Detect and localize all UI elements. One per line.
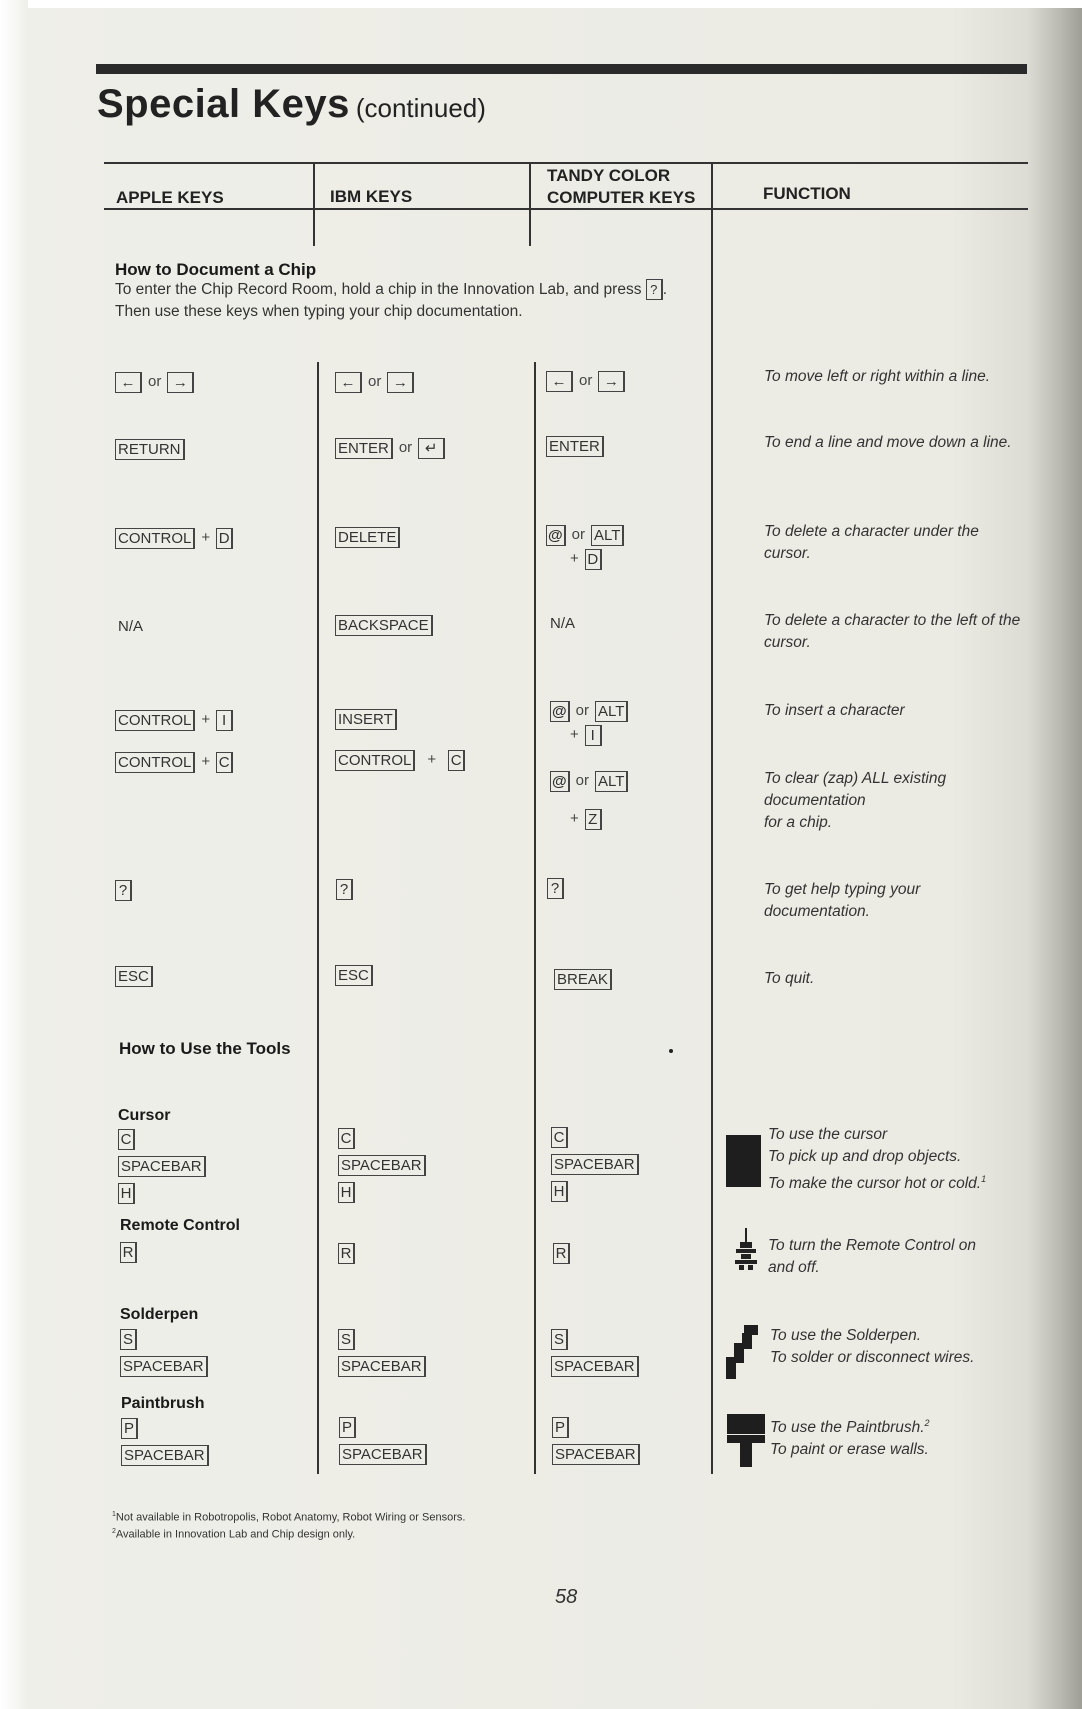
function-clear-line3: for a chip. [764, 814, 833, 831]
break-key: BREAK [554, 969, 612, 990]
at-key: @ [546, 525, 566, 546]
header-function: FUNCTION [763, 184, 851, 203]
apple-clear-keys [115, 751, 233, 773]
return-key: RETURN [115, 439, 185, 460]
or-text: or [368, 373, 382, 391]
h-key: H [338, 1182, 355, 1203]
table-top-rule [104, 162, 1028, 164]
i-key: I [585, 725, 602, 746]
right-arrow-key: → [598, 371, 625, 392]
footnote-1-mark: 1 [112, 1511, 116, 1518]
intro-text-1: To enter the Chip Record Room, hold a chip in the Innovation Lab, and press [115, 281, 642, 298]
apple-insert-keys [115, 709, 233, 731]
function-remote-line2: and off. [768, 1259, 820, 1276]
footnote-2-text: Available in Innovation Lab and Chip design only. [115, 1528, 356, 1541]
tandy-arrow-keys [546, 370, 625, 392]
p-key: P [121, 1418, 138, 1439]
apple-help-key-cell [115, 879, 132, 901]
function-paintbrush-line1-text: To use the Paintbrush. [770, 1419, 925, 1437]
function-solderpen-line1: To use the Solderpen. [770, 1327, 922, 1344]
left-arrow-key: ← [546, 371, 573, 392]
esc-key: ESC [335, 965, 373, 986]
tools-section-title: How to Use the Tools [119, 1039, 291, 1058]
document-section-title: How to Document a Chip [115, 260, 317, 279]
h-key: H [118, 1183, 135, 1204]
cursor-icon [726, 1135, 761, 1187]
footnote-ref-2: 2 [924, 1418, 930, 1428]
apple-na: N/A [118, 618, 144, 635]
function-paintbrush [770, 1412, 1030, 1461]
function-solderpen [770, 1325, 1030, 1369]
title-rule [96, 64, 1027, 74]
apple-paintbrush-keys [121, 1417, 209, 1471]
r-key: R [338, 1243, 355, 1264]
function-clear [764, 768, 1022, 834]
r-key: R [120, 1242, 137, 1263]
d-key: D [585, 549, 602, 570]
r-key: R [553, 1243, 570, 1264]
ibm-backspace-key-cell [335, 614, 433, 636]
tandy-na: N/A [550, 615, 576, 632]
column-divider-1 [317, 362, 319, 1474]
spacebar-key: SPACEBAR [120, 1356, 208, 1377]
header-apple-keys: APPLE KEYS [116, 188, 224, 207]
function-quit: To quit. [764, 970, 815, 987]
or-text: or [579, 372, 593, 390]
c-key: C [118, 1129, 135, 1150]
footnote-ref-1: 1 [981, 1174, 987, 1184]
page-number: 58 [555, 1586, 578, 1608]
spacebar-key: SPACEBAR [121, 1445, 209, 1466]
tandy-clear-keys [550, 770, 628, 830]
plus-text: + [570, 726, 579, 744]
ibm-arrow-keys [335, 371, 414, 393]
h-key: H [551, 1181, 568, 1202]
function-delete-left: To delete a character to the left of the cursor. [764, 612, 1021, 651]
tandy-paintbrush-keys [552, 1416, 640, 1470]
insert-key: INSERT [335, 709, 397, 730]
ibm-enter-key-cell [335, 437, 445, 459]
d-key: D [216, 528, 233, 549]
right-arrow-key: → [167, 372, 194, 393]
function-cursor-line1: To use the cursor [768, 1126, 888, 1143]
function-move: To move left or right within a line. [764, 368, 991, 385]
enter-key: ENTER [546, 436, 604, 457]
or-text: or [575, 772, 589, 790]
remote-control-icon [733, 1228, 759, 1286]
alt-key: ALT [595, 771, 628, 792]
function-remote [768, 1235, 1028, 1279]
tandy-cursor-keys [551, 1126, 639, 1207]
page-edge-top [0, 0, 1082, 8]
footnote-2 [112, 1528, 355, 1541]
control-key: CONTROL [335, 750, 415, 771]
tandy-solderpen-keys [551, 1328, 639, 1382]
function-cursor [768, 1124, 1068, 1195]
stray-dot [669, 1049, 673, 1053]
plus-text: + [201, 529, 211, 547]
spacebar-key: SPACEBAR [339, 1444, 427, 1465]
ibm-insert-key-cell [335, 708, 397, 730]
solderpen-icon [724, 1325, 764, 1381]
p-key: P [552, 1417, 569, 1438]
c-key: C [448, 750, 465, 771]
function-cursor-line2: To pick up and drop objects. [768, 1148, 962, 1165]
c-key: C [551, 1127, 568, 1148]
or-text: or [571, 526, 585, 544]
column-divider-3 [711, 162, 713, 1474]
function-clear-line2: documentation [764, 792, 866, 809]
footnote-2-mark: 2 [112, 1528, 116, 1535]
ibm-delete-key-cell [335, 526, 400, 548]
function-cursor-line3-text: To make the cursor hot or cold. [768, 1175, 982, 1193]
apple-esc-key-cell [115, 965, 153, 987]
s-key: S [120, 1329, 137, 1350]
question-key: ? [115, 880, 132, 901]
column-divider-2 [534, 362, 536, 1474]
at-key: @ [550, 771, 570, 792]
page-title-main: Special Keys [97, 82, 350, 126]
or-text: or [398, 439, 413, 457]
function-paintbrush-line2: To paint or erase walls. [770, 1441, 929, 1459]
control-key: CONTROL [115, 710, 195, 731]
tandy-enter-key-cell [546, 435, 604, 457]
column-divider-1-top [313, 162, 315, 246]
plus-text: + [201, 753, 211, 771]
page-edge-left [0, 0, 28, 1709]
alt-key: ALT [591, 525, 624, 546]
function-delete-under: To delete a character under the cursor. [764, 523, 979, 562]
ibm-esc-key-cell [335, 964, 373, 986]
ibm-paintbrush-keys [339, 1416, 427, 1470]
plus-text: + [427, 751, 437, 769]
function-cursor-line3 [768, 1168, 1068, 1195]
header-tandy-line2: COMPUTER KEYS [547, 188, 696, 207]
c-key: C [338, 1128, 355, 1149]
apple-remote-key-cell [120, 1241, 137, 1263]
alt-key: ALT [595, 701, 628, 722]
header-tandy-line1: TANDY COLOR [547, 166, 671, 185]
paintbrush-icon [727, 1414, 767, 1470]
paintbrush-label: Paintbrush [121, 1395, 205, 1412]
ibm-remote-key-cell [338, 1242, 355, 1264]
z-key: Z [585, 809, 602, 830]
ibm-clear-keys [335, 749, 465, 771]
apple-solderpen-keys [120, 1328, 208, 1382]
function-help: To get help typing your documentation. [764, 881, 921, 920]
spacebar-key: SPACEBAR [338, 1356, 426, 1377]
question-key: ? [547, 878, 564, 899]
intro-text-2: . Then use these keys when typing your chip documentation. [115, 281, 668, 320]
column-divider-2-top [529, 162, 531, 246]
function-insert: To insert a character [764, 702, 905, 719]
tandy-break-key-cell [554, 968, 612, 990]
spacebar-key: SPACEBAR [551, 1154, 639, 1175]
page-title-sub: (continued) [355, 93, 486, 123]
cursor-label: Cursor [118, 1107, 171, 1124]
ibm-solderpen-keys [338, 1328, 426, 1382]
or-text: or [148, 373, 162, 391]
s-key: S [551, 1329, 568, 1350]
tandy-help-key-cell [547, 877, 564, 899]
apple-delete-keys [115, 527, 233, 549]
backspace-key: BACKSPACE [335, 615, 433, 636]
footnote-1 [112, 1511, 465, 1524]
solderpen-label: Solderpen [120, 1306, 199, 1323]
ibm-help-key-cell [336, 878, 353, 900]
spacebar-key: SPACEBAR [551, 1356, 639, 1377]
plus-text: + [570, 550, 579, 568]
apple-return-key-cell [115, 438, 185, 460]
question-key: ? [336, 879, 353, 900]
function-solderpen-line2: To solder or disconnect wires. [770, 1349, 975, 1366]
spacebar-key: SPACEBAR [552, 1444, 640, 1465]
function-paintbrush-line1 [770, 1412, 1030, 1439]
apple-arrow-keys [115, 371, 194, 393]
tandy-remote-key-cell [553, 1242, 570, 1264]
control-key: CONTROL [115, 752, 195, 773]
function-remote-line1: To turn the Remote Control on [768, 1237, 976, 1254]
p-key: P [339, 1417, 356, 1438]
delete-key: DELETE [335, 527, 400, 548]
intro-question-key: ? [646, 279, 663, 300]
footnote-1-text: Not available in Robotropolis, Robot Anatomy, Robot Wiring or Sensors. [115, 1511, 466, 1524]
enter-key: ENTER [335, 438, 393, 459]
apple-cursor-keys [118, 1128, 206, 1209]
control-key: CONTROL [115, 528, 195, 549]
function-clear-line1: To clear (zap) ALL existing [764, 770, 947, 787]
tandy-delete-keys [546, 524, 624, 570]
tandy-insert-keys [550, 700, 628, 746]
or-text: or [575, 702, 589, 720]
function-end-line: To end a line and move down a line. [764, 434, 1012, 451]
left-arrow-key: ← [335, 372, 362, 393]
document-section-intro [115, 279, 675, 323]
header-ibm-keys: IBM KEYS [330, 187, 413, 206]
remote-control-label: Remote Control [120, 1217, 240, 1234]
plus-text: + [201, 711, 211, 729]
right-arrow-key: → [387, 372, 414, 393]
plus-text: + [570, 810, 579, 828]
at-key: @ [550, 701, 570, 722]
spacebar-key: SPACEBAR [338, 1155, 426, 1176]
page-title [97, 82, 486, 127]
esc-key: ESC [115, 966, 153, 987]
ibm-cursor-keys [338, 1127, 426, 1208]
left-arrow-key: ← [115, 372, 142, 393]
c-key: C [216, 752, 233, 773]
s-key: S [338, 1329, 355, 1350]
return-arrow-key: ↵ [418, 438, 445, 459]
i-key: I [216, 710, 233, 731]
spacebar-key: SPACEBAR [118, 1156, 206, 1177]
header-tandy-keys [547, 165, 695, 209]
